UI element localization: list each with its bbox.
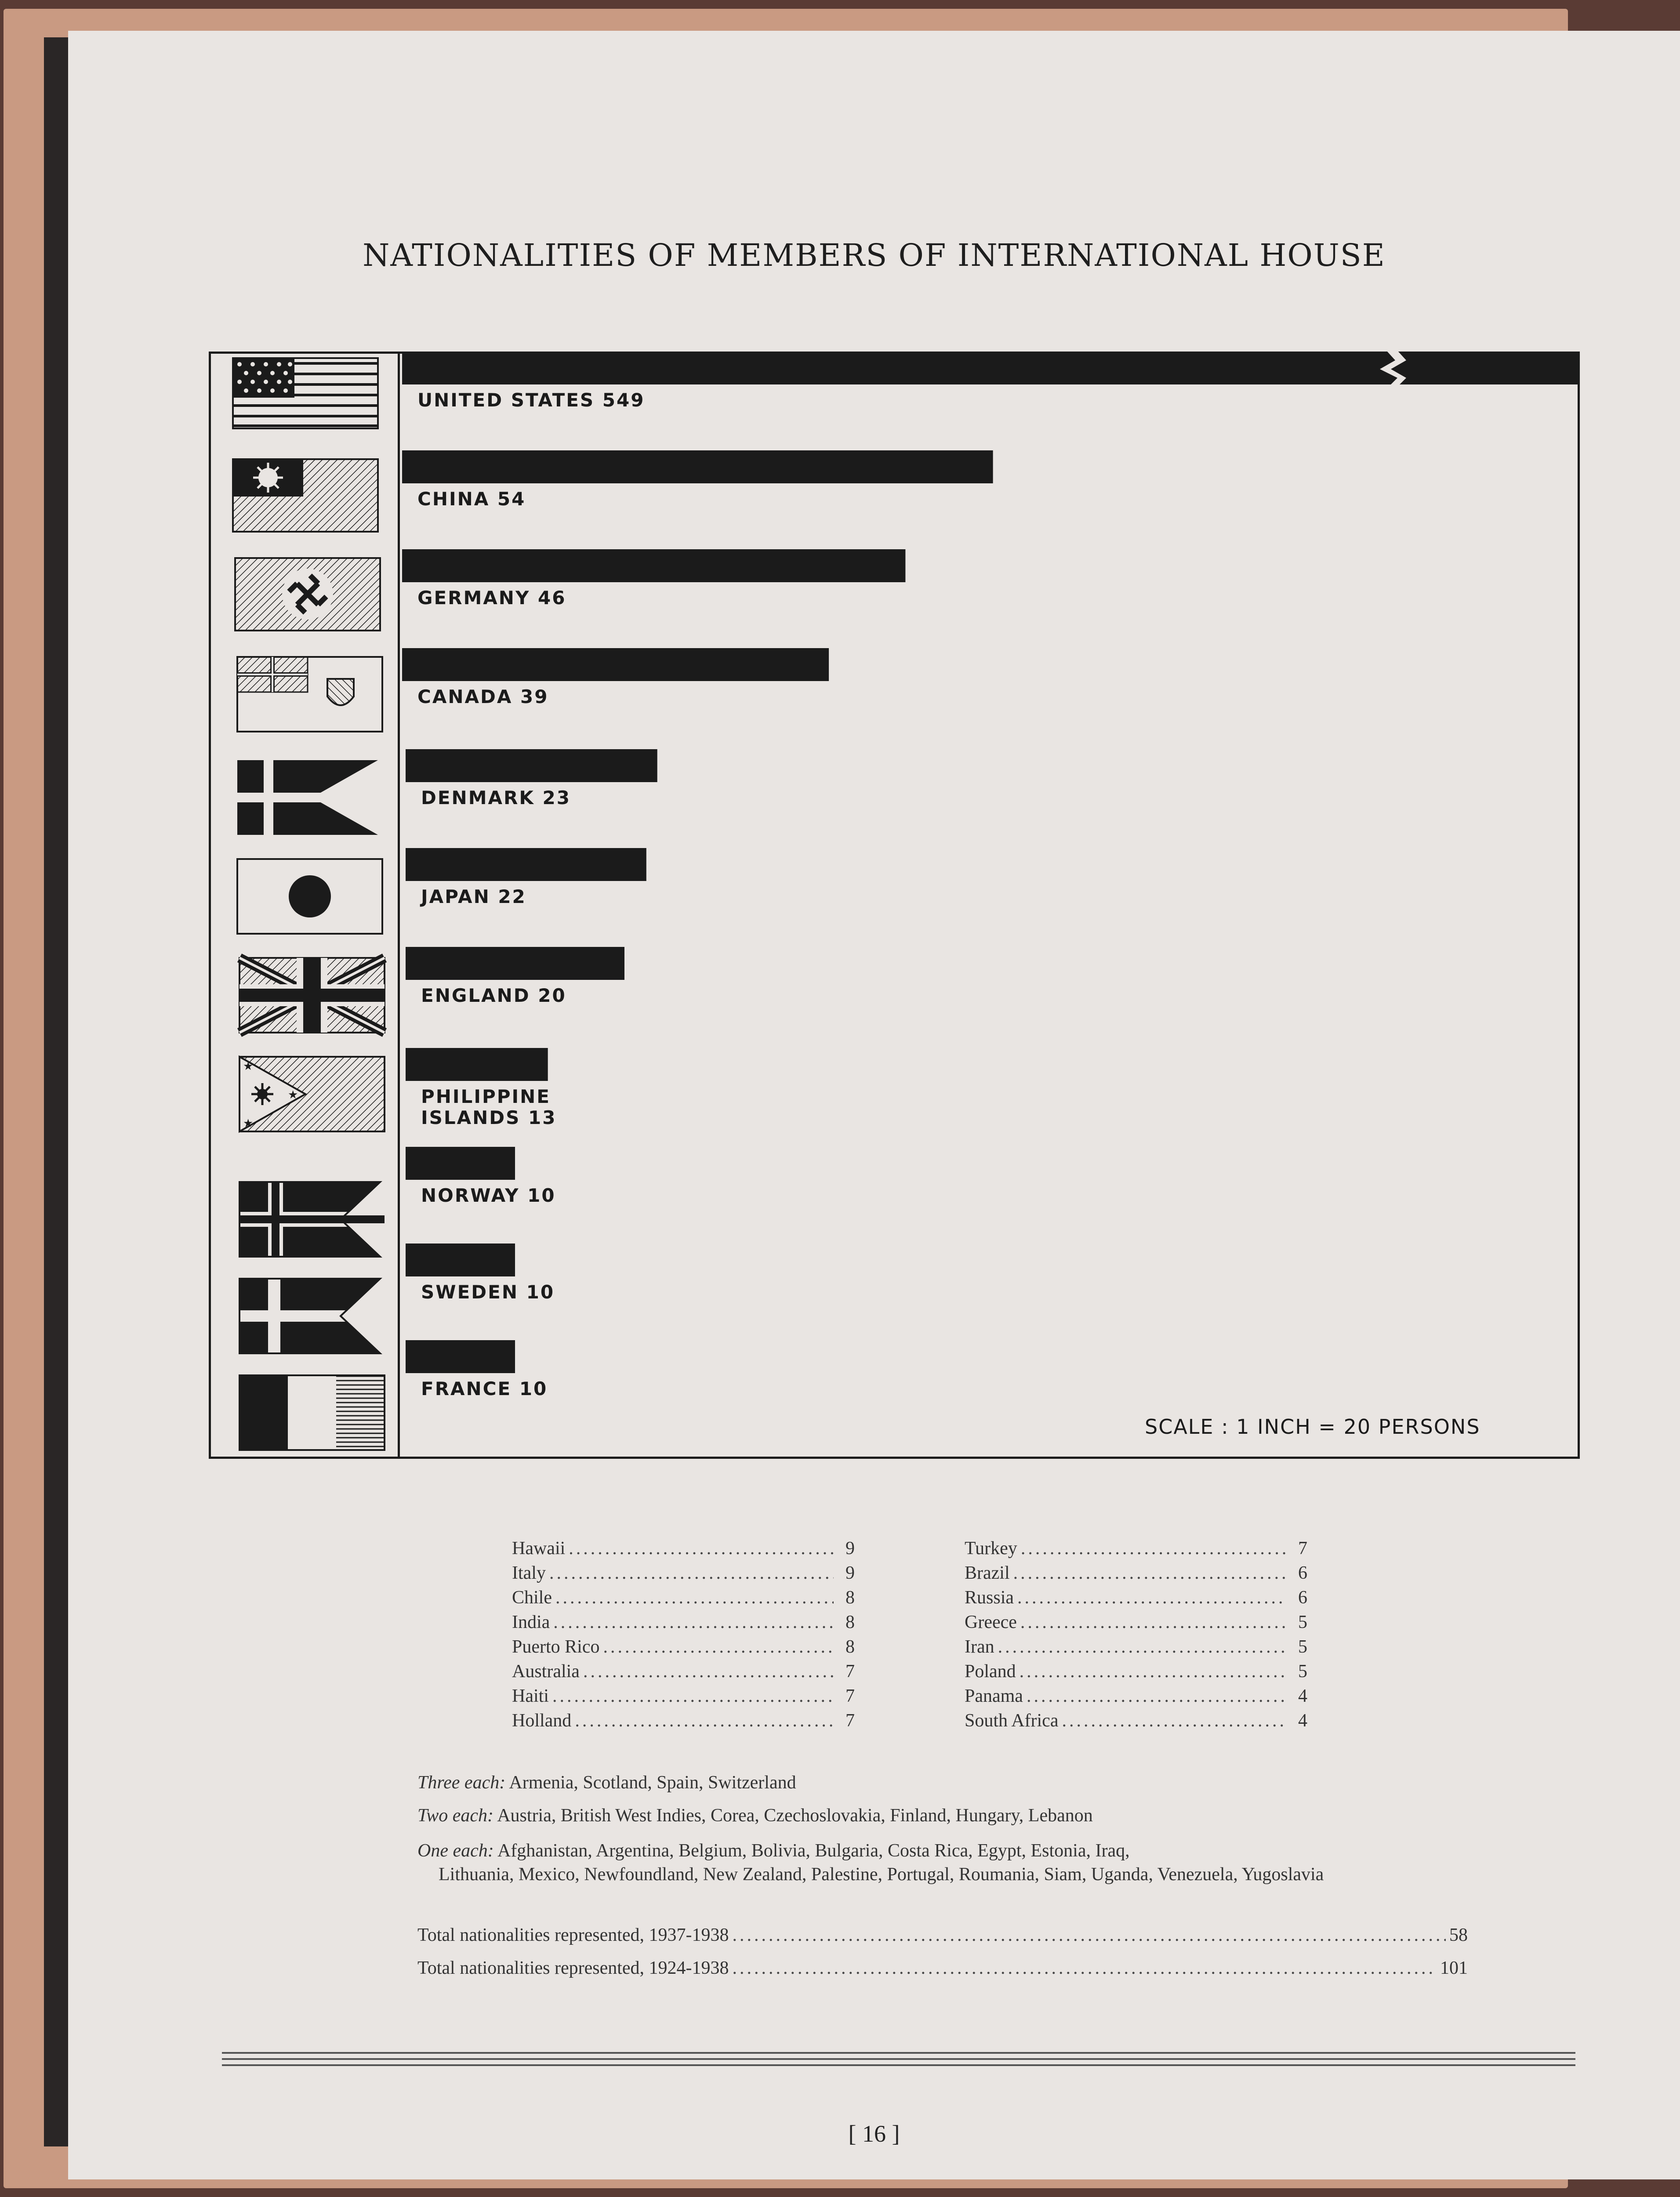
country-name: Italy xyxy=(512,1563,546,1583)
leader-dots xyxy=(1027,1686,1286,1707)
country-name: Haiti xyxy=(512,1686,549,1706)
note-label: One each: xyxy=(417,1841,494,1861)
norway-flag-icon xyxy=(239,1182,385,1257)
leader-dots xyxy=(552,1686,834,1707)
country-count: 5 xyxy=(1298,1661,1307,1682)
bar-france xyxy=(406,1340,515,1373)
scale-note: SCALE : 1 INCH = 20 PERSONS xyxy=(1145,1415,1480,1439)
page-number: [ 16 ] xyxy=(848,2121,900,2147)
leader-dots xyxy=(555,1587,834,1608)
list-item xyxy=(512,1661,855,1686)
note-one-each xyxy=(417,1839,1485,1886)
country-name: India xyxy=(512,1612,550,1632)
leader-dots xyxy=(553,1612,834,1633)
country-count: 4 xyxy=(1298,1711,1307,1731)
svg-text:★: ★ xyxy=(288,1088,298,1101)
list-item xyxy=(965,1686,1307,1710)
total-row xyxy=(417,1925,1468,1949)
bar-label: PHILIPPINE ISLANDS 13 xyxy=(421,1086,557,1129)
leader-dots xyxy=(733,1925,1446,1946)
page xyxy=(68,31,1680,2179)
bar-canada xyxy=(402,648,829,681)
total-label: Total nationalities represented, 1937-1938 xyxy=(417,1925,729,1945)
bar-germany xyxy=(402,549,905,582)
bar-label: SWEDEN 10 xyxy=(421,1281,555,1303)
country-count: 6 xyxy=(1298,1563,1307,1583)
country-name: Turkey xyxy=(965,1538,1017,1559)
country-name: Greece xyxy=(965,1612,1017,1632)
us-flag-icon xyxy=(233,358,378,428)
country-name: Poland xyxy=(965,1661,1016,1682)
england-flag-icon xyxy=(239,958,385,1033)
total-label: Total nationalities represented, 1924-1938 xyxy=(417,1958,729,1978)
bar-philippine-islands xyxy=(406,1048,548,1081)
leader-dots xyxy=(998,1636,1286,1657)
country-count: 7 xyxy=(1298,1538,1307,1559)
country-count: 8 xyxy=(845,1588,855,1608)
japan-flag-icon xyxy=(237,859,382,934)
total-row xyxy=(417,1958,1468,1982)
leader-dots xyxy=(733,1958,1437,1979)
china-flag-icon xyxy=(233,459,378,532)
country-count: 8 xyxy=(845,1612,855,1632)
svg-text:★: ★ xyxy=(243,1117,254,1130)
note-list: Afghanistan, Argentina, Belgium, Bolivia, Bulgaria, Costa Rica, Egypt, Estonia, Iraq, xyxy=(497,1841,1130,1861)
bar-japan xyxy=(406,848,646,881)
list-item xyxy=(512,1710,855,1735)
leader-dots xyxy=(603,1636,834,1657)
bar-label: GERMANY 46 xyxy=(417,587,566,609)
bar-chart xyxy=(209,352,1580,1459)
country-name: Brazil xyxy=(965,1563,1010,1583)
list-item xyxy=(512,1636,855,1661)
country-count: 7 xyxy=(845,1686,855,1706)
total-value: 101 xyxy=(1440,1958,1468,1978)
country-name: Holland xyxy=(512,1711,572,1731)
country-name: Russia xyxy=(965,1588,1014,1608)
list-item xyxy=(965,1710,1307,1735)
note-label: Three each: xyxy=(417,1773,506,1793)
country-name: Chile xyxy=(512,1588,552,1608)
country-count: 9 xyxy=(845,1563,855,1583)
bar-china xyxy=(402,450,993,483)
bar-denmark xyxy=(406,749,657,782)
bar-label: FRANCE 10 xyxy=(421,1378,548,1399)
list-item xyxy=(965,1612,1307,1636)
leader-dots xyxy=(1013,1563,1286,1584)
list-item xyxy=(512,1563,855,1587)
other-countries-left xyxy=(512,1538,855,1735)
note-list-continued: Lithuania, Mexico, Newfoundland, New Zealand, Palestine, Portugal, Roumania, Siam, Uganda, Venezuela, Yugoslavia xyxy=(439,1864,1324,1885)
list-item xyxy=(965,1587,1307,1612)
country-count: 5 xyxy=(1298,1637,1307,1657)
list-item xyxy=(965,1661,1307,1686)
country-count: 5 xyxy=(1298,1612,1307,1632)
country-count: 7 xyxy=(845,1711,855,1731)
canada-flag-icon xyxy=(237,657,382,732)
list-item xyxy=(512,1612,855,1636)
note-three-each xyxy=(417,1771,1472,1795)
philippines-flag-icon xyxy=(239,1057,385,1131)
bar-label: NORWAY 10 xyxy=(421,1185,556,1206)
list-item xyxy=(965,1563,1307,1587)
bar-label: CANADA 39 xyxy=(417,686,549,707)
leader-dots xyxy=(575,1710,834,1731)
book-spine xyxy=(44,37,70,2146)
other-countries-right xyxy=(965,1538,1307,1735)
bar-england xyxy=(406,947,624,980)
divider-rule xyxy=(222,2058,1575,2060)
leader-dots xyxy=(1017,1587,1286,1608)
country-name: Australia xyxy=(512,1661,580,1682)
country-count: 8 xyxy=(845,1637,855,1657)
list-item xyxy=(512,1587,855,1612)
bar-norway xyxy=(406,1147,515,1180)
total-value: 58 xyxy=(1449,1925,1468,1945)
country-count: 6 xyxy=(1298,1588,1307,1608)
denmark-flag-icon xyxy=(237,760,378,835)
list-item xyxy=(512,1686,855,1710)
list-item xyxy=(512,1538,855,1563)
note-label: Two each: xyxy=(417,1805,494,1826)
note-list: Armenia, Scotland, Spain, Switzerland xyxy=(509,1773,796,1793)
country-count: 7 xyxy=(845,1661,855,1682)
leader-dots xyxy=(1062,1710,1286,1731)
country-name: Hawaii xyxy=(512,1538,566,1559)
country-name: Puerto Rico xyxy=(512,1637,600,1657)
bar-label: JAPAN 22 xyxy=(421,886,526,907)
leader-dots xyxy=(569,1538,834,1559)
sweden-flag-icon xyxy=(239,1279,385,1353)
list-item xyxy=(965,1636,1307,1661)
note-two-each xyxy=(417,1804,1472,1827)
bar-label: ENGLAND 20 xyxy=(421,985,566,1006)
country-name: Panama xyxy=(965,1686,1023,1706)
divider-rule xyxy=(222,2064,1575,2066)
bar-label: DENMARK 23 xyxy=(421,787,571,808)
germany-flag-icon xyxy=(235,558,380,631)
bars-layer xyxy=(402,352,1578,1373)
france-flag-icon xyxy=(239,1375,385,1450)
divider-rule xyxy=(222,2052,1575,2054)
country-name: Iran xyxy=(965,1637,994,1657)
bar-label: CHINA 54 xyxy=(417,488,526,510)
list-item xyxy=(965,1538,1307,1563)
note-list: Austria, British West Indies, Corea, Czechoslovakia, Finland, Hungary, Lebanon xyxy=(497,1805,1093,1826)
bar-label: UNITED STATES 549 xyxy=(417,389,645,411)
country-name: South Africa xyxy=(965,1711,1059,1731)
svg-text:★: ★ xyxy=(243,1060,254,1073)
country-count: 9 xyxy=(845,1538,855,1559)
bar-sweden xyxy=(406,1244,515,1276)
leader-dots xyxy=(1020,1612,1286,1633)
leader-dots xyxy=(1020,1661,1286,1682)
page-title: NATIONALITIES OF MEMBERS OF INTERNATIONAL HOUSE xyxy=(363,237,1386,273)
leader-dots xyxy=(583,1661,834,1682)
leader-dots xyxy=(549,1563,834,1584)
country-count: 4 xyxy=(1298,1686,1307,1706)
leader-dots xyxy=(1021,1538,1286,1559)
